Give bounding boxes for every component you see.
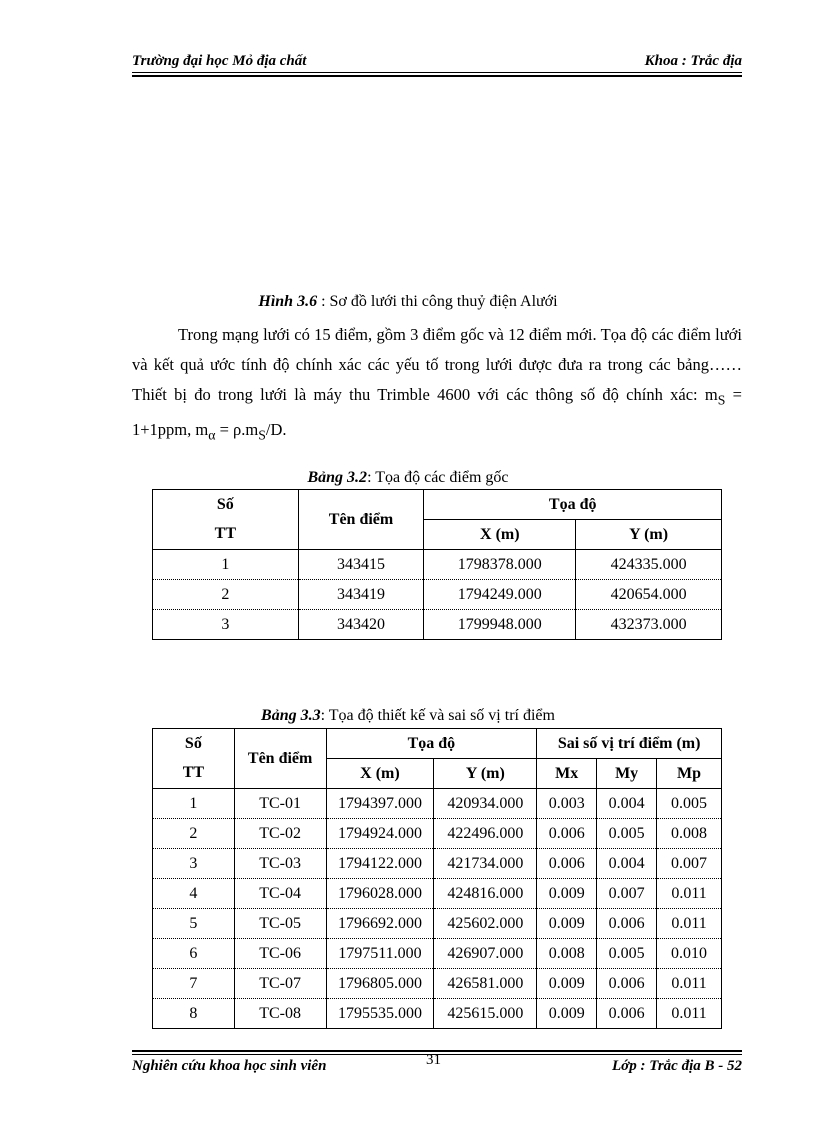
t1-header-toa-do: Tọa độ [424, 490, 722, 520]
formula-mid2: = ρ.m [215, 420, 259, 440]
cell-point-name: TC-02 [234, 819, 326, 849]
table-row [153, 999, 722, 1029]
cell-x: 1796028.000 [326, 879, 434, 909]
header-rule-thick [132, 75, 742, 77]
cell-my: 0.006 [597, 999, 657, 1029]
cell-mp: 0.008 [657, 819, 722, 849]
t1-header-so: Số [153, 490, 299, 520]
cell-stt: 2 [153, 819, 235, 849]
table-row [153, 909, 722, 939]
formula-sub-alpha: α [208, 427, 216, 443]
t1-header-y: Y (m) [576, 520, 722, 550]
cell-point-name: TC-01 [234, 789, 326, 819]
formula-sub-s2: S [258, 427, 266, 443]
cell-stt: 2 [153, 580, 299, 610]
cell-my: 0.004 [597, 789, 657, 819]
cell-my: 0.004 [597, 849, 657, 879]
t2-header-mp: Mp [657, 759, 722, 789]
cell-point-name: TC-07 [234, 969, 326, 999]
cell-x: 1795535.000 [326, 999, 434, 1029]
figure-caption [0, 293, 816, 311]
cell-mx: 0.009 [537, 999, 597, 1029]
cell-x: 1794924.000 [326, 819, 434, 849]
cell-stt: 3 [153, 849, 235, 879]
t1-header-ten-diem: Tên điểm [298, 490, 424, 550]
t2-header-x: X (m) [326, 759, 434, 789]
table-row [153, 580, 722, 610]
cell-stt: 5 [153, 909, 235, 939]
cell-x: 1794122.000 [326, 849, 434, 879]
cell-mx: 0.006 [537, 819, 597, 849]
cell-point-name: TC-05 [234, 909, 326, 939]
cell-y: 432373.000 [576, 610, 722, 640]
cell-point-name: TC-08 [234, 999, 326, 1029]
cell-stt: 4 [153, 879, 235, 909]
cell-x: 1796805.000 [326, 969, 434, 999]
cell-point-name: TC-06 [234, 939, 326, 969]
cell-y: 425615.000 [434, 999, 537, 1029]
cell-y: 420934.000 [434, 789, 537, 819]
cell-y: 420654.000 [576, 580, 722, 610]
cell-y: 426907.000 [434, 939, 537, 969]
t2-header-my: My [597, 759, 657, 789]
cell-stt: 7 [153, 969, 235, 999]
cell-stt: 6 [153, 939, 235, 969]
figure-caption-label: Hình 3.6 [258, 293, 318, 310]
cell-x: 1797511.000 [326, 939, 434, 969]
table1-caption [0, 469, 816, 487]
t2-header-so: Số [153, 729, 235, 759]
table2-caption-label: Bảng 3.3 [261, 707, 321, 724]
cell-mp: 0.010 [657, 939, 722, 969]
footer-research-label: Nghiên cứu khoa học sinh viên [132, 1058, 327, 1074]
table-row [153, 789, 722, 819]
t1-header-x: X (m) [424, 520, 576, 550]
table2-caption-text: : Tọa độ thiết kế và sai số vị trí điểm [320, 707, 555, 724]
cell-x: 1796692.000 [326, 909, 434, 939]
cell-point-name: 343415 [298, 550, 424, 580]
cell-x: 1794397.000 [326, 789, 434, 819]
table-row [153, 939, 722, 969]
cell-mx: 0.006 [537, 849, 597, 879]
cell-my: 0.005 [597, 819, 657, 849]
table1-caption-text: : Tọa độ các điểm gốc [367, 469, 509, 486]
t1-header-tt: TT [153, 520, 299, 550]
cell-mx: 0.003 [537, 789, 597, 819]
cell-mp: 0.005 [657, 789, 722, 819]
cell-my: 0.006 [597, 969, 657, 999]
t2-header-mx: Mx [537, 759, 597, 789]
table-row [153, 550, 722, 580]
body-paragraph [132, 320, 742, 451]
figure-caption-text: : Sơ đồ lưới thi công thuỷ điện Alưới [317, 293, 558, 310]
cell-x: 1799948.000 [424, 610, 576, 640]
t2-header-y: Y (m) [434, 759, 537, 789]
footer-class-label: Lớp : Trắc địa B - 52 [612, 1058, 742, 1074]
cell-mx: 0.009 [537, 909, 597, 939]
page-number: 31 [426, 1052, 441, 1068]
table-row [153, 819, 722, 849]
cell-x: 1798378.000 [424, 550, 576, 580]
t2-header-sai-so: Sai số vị trí điểm (m) [537, 729, 722, 759]
formula-sub-s1: S [717, 392, 726, 408]
cell-my: 0.005 [597, 939, 657, 969]
cell-stt: 1 [153, 550, 299, 580]
cell-point-name: 343419 [298, 580, 424, 610]
cell-y: 421734.000 [434, 849, 537, 879]
table2-caption [0, 707, 816, 725]
t2-header-ten-diem: Tên điểm [234, 729, 326, 789]
page-header [132, 53, 742, 73]
table-row [153, 969, 722, 999]
t2-header-tt: TT [153, 759, 235, 789]
cell-stt: 8 [153, 999, 235, 1029]
cell-mx: 0.009 [537, 969, 597, 999]
table1-caption-label: Bảng 3.2 [307, 469, 368, 486]
cell-mp: 0.011 [657, 879, 722, 909]
page-footer [132, 1058, 742, 1080]
cell-point-name: TC-04 [234, 879, 326, 909]
header-university: Trường đại học Mỏ địa chất [132, 53, 307, 69]
paragraph-text: Trong mạng lưới có 15 điểm, gồm 3 điểm gốc và 12 điểm mới. Tọa độ các điểm lưới và kết quả ước tính độ chính xác các yếu tố trong lưới được đưa ra trong các bảng…… Thiết bị đo trong lưới là máy thu Trimble 4600 với các thông số độ chính xác: m [132, 325, 742, 404]
table-base-points [152, 489, 722, 640]
cell-y: 425602.000 [434, 909, 537, 939]
cell-mp: 0.011 [657, 969, 722, 999]
cell-stt: 3 [153, 610, 299, 640]
cell-y: 424816.000 [434, 879, 537, 909]
table-design-points [152, 728, 722, 1029]
cell-mp: 0.011 [657, 909, 722, 939]
cell-y: 424335.000 [576, 550, 722, 580]
table-row [153, 849, 722, 879]
cell-point-name: TC-03 [234, 849, 326, 879]
cell-y: 426581.000 [434, 969, 537, 999]
header-faculty: Khoa : Trắc địa [644, 53, 742, 69]
cell-my: 0.007 [597, 879, 657, 909]
formula-mid: = 1+1ppm, m [132, 385, 742, 440]
cell-x: 1794249.000 [424, 580, 576, 610]
t2-header-toa-do: Tọa độ [326, 729, 537, 759]
cell-my: 0.006 [597, 909, 657, 939]
table-row [153, 610, 722, 640]
cell-y: 422496.000 [434, 819, 537, 849]
cell-point-name: 343420 [298, 610, 424, 640]
cell-mp: 0.007 [657, 849, 722, 879]
cell-stt: 1 [153, 789, 235, 819]
cell-mp: 0.011 [657, 999, 722, 1029]
header-rule-thin [132, 72, 742, 73]
cell-mx: 0.008 [537, 939, 597, 969]
cell-mx: 0.009 [537, 879, 597, 909]
table-row [153, 879, 722, 909]
formula-end: /D. [265, 420, 287, 440]
